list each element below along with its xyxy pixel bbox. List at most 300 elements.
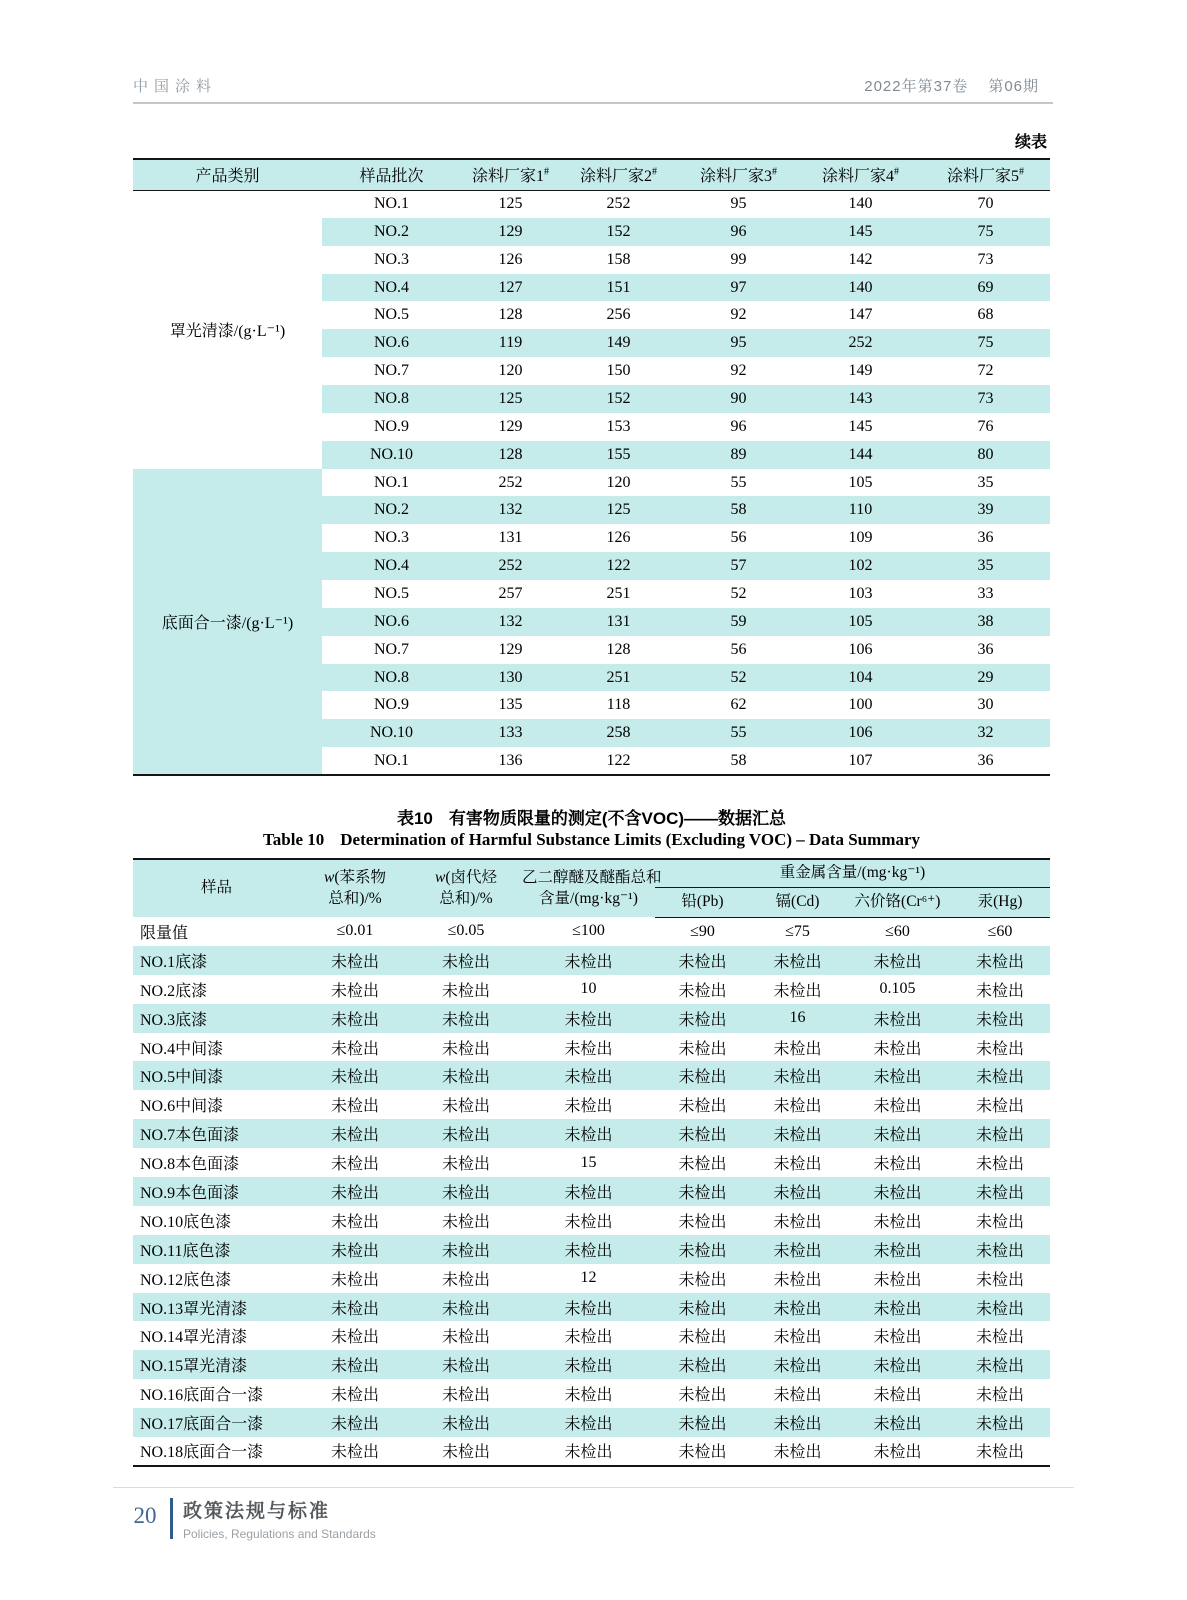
t1-value-cell: 125 <box>461 385 560 413</box>
t10-row <box>133 1061 1050 1090</box>
t1-value-cell: 52 <box>730 584 747 602</box>
t10-value-cell: 未检出 <box>655 1264 750 1293</box>
t10-row-label: NO.17底面合一漆 <box>133 1408 300 1437</box>
t10-row-label: NO.1底漆 <box>133 946 300 975</box>
t10-value-cell: 未检出 <box>300 1293 410 1322</box>
t1-batch-cell: NO.2 <box>322 218 461 246</box>
t1-value-cell: 38 <box>921 608 1050 636</box>
footer-section <box>183 1496 376 1541</box>
t10-value-cell: 未检出 <box>655 1061 750 1090</box>
t10-value-cell: 未检出 <box>300 975 410 1004</box>
t1-value-cell: 75 <box>921 218 1050 246</box>
t10-value-cell: 未检出 <box>300 1235 410 1264</box>
t10-value-cell: 未检出 <box>410 1408 522 1437</box>
t10-col-glycol-line2: 含量/(mg·kg⁻¹) <box>539 889 638 907</box>
t10-value-cell: 未检出 <box>950 1408 1050 1437</box>
t10-value-cell: 未检出 <box>410 1379 522 1408</box>
t10-value-cell: 未检出 <box>410 1321 522 1350</box>
t1-value-cell: 59 <box>677 608 800 636</box>
t10-row <box>133 1264 1050 1293</box>
t1-value-cell: 147 <box>848 306 873 324</box>
volume-label: 2022年第37卷 <box>864 78 969 95</box>
section-title-en: Policies, Regulations and Standards <box>183 1527 376 1541</box>
t10-value-cell: 未检出 <box>522 946 655 975</box>
t10-col-heavy-metals: 重金属含量/(mg·kg⁻¹) <box>655 859 1050 887</box>
t10-value-cell: 未检出 <box>845 1033 950 1062</box>
t10-value-cell: 未检出 <box>845 1408 950 1437</box>
t10-value-cell: 未检出 <box>750 1177 845 1206</box>
t1-batch-cell: NO.9 <box>373 417 410 435</box>
t1-value-cell: 92 <box>730 306 747 324</box>
t10-value-cell: 未检出 <box>950 1061 1050 1090</box>
t1-value-cell: 150 <box>606 362 631 380</box>
t10-value-cell: 未检出 <box>950 1004 1050 1033</box>
hash-superscript: # <box>652 166 657 178</box>
t1-value-cell: 129 <box>461 218 560 246</box>
t10-value-cell: 未检出 <box>410 1033 522 1062</box>
t1-value-cell: 89 <box>677 441 800 469</box>
t1-value-cell: 252 <box>498 473 523 491</box>
t1-value-cell: 136 <box>498 751 523 769</box>
t1-batch-cell: NO.1 <box>373 195 410 213</box>
t1-value-cell: 128 <box>461 441 560 469</box>
t1-row <box>133 190 1050 218</box>
t10-value-cell: 未检出 <box>655 1177 750 1206</box>
t10-value-cell: 未检出 <box>410 1264 522 1293</box>
t1-value-cell: 151 <box>560 274 677 302</box>
t10-value-cell: 未检出 <box>950 1264 1050 1293</box>
t10-value-cell: 未检出 <box>410 946 522 975</box>
t10-value-cell: 未检出 <box>522 1004 655 1033</box>
t10-value-cell: 未检出 <box>845 1148 950 1177</box>
t10-row-label: NO.5中间漆 <box>133 1061 300 1090</box>
t10-col-sample: 样品 <box>133 859 300 917</box>
t10-value-cell: 未检出 <box>950 946 1050 975</box>
t10-value-cell: 未检出 <box>750 1061 845 1090</box>
t10-value-cell: 未检出 <box>300 1350 410 1379</box>
t1-value-cell: 30 <box>977 696 994 714</box>
t10-value-cell: 未检出 <box>410 1206 522 1235</box>
t1-value-cell: 96 <box>677 218 800 246</box>
t10-row <box>133 1119 1050 1148</box>
t10-row-label: NO.9本色面漆 <box>133 1177 300 1206</box>
t1-value-cell: 69 <box>921 274 1050 302</box>
t10-row <box>133 1148 1050 1177</box>
t10-row-label: NO.14罩光清漆 <box>133 1321 300 1350</box>
t10-value-cell: 未检出 <box>750 1293 845 1322</box>
footer-accent-bar <box>170 1498 173 1539</box>
t1-body <box>133 190 1050 775</box>
t10-value-cell: 未检出 <box>655 1379 750 1408</box>
t1-value-cell: 56 <box>730 640 747 658</box>
t10-col-chromium: 六价铬(Cr⁶⁺) <box>845 887 950 917</box>
t10-value-cell: 未检出 <box>845 1379 950 1408</box>
t1-value-cell: 144 <box>800 441 921 469</box>
t1-column-header: 产品类别 <box>133 159 322 190</box>
t1-value-cell: 126 <box>498 250 523 268</box>
t10-row-label: NO.13罩光清漆 <box>133 1293 300 1322</box>
t1-value-cell: 119 <box>461 329 560 357</box>
t10-value-cell: 未检出 <box>750 1235 845 1264</box>
t10-row <box>133 946 1050 975</box>
hash-superscript: # <box>894 166 899 178</box>
t10-value-cell: 未检出 <box>950 1379 1050 1408</box>
t10-value-cell: 未检出 <box>410 1148 522 1177</box>
t1-value-cell: 120 <box>498 362 523 380</box>
t1-value-cell: 127 <box>461 274 560 302</box>
t1-value-cell: 106 <box>800 719 921 747</box>
t10-value-cell: 未检出 <box>655 1004 750 1033</box>
t1-value-cell: 251 <box>560 664 677 692</box>
t10-value-cell: 未检出 <box>655 1235 750 1264</box>
t1-value-cell: 35 <box>977 473 994 491</box>
t10-col-benzene-line1: (苯系物 <box>334 868 386 886</box>
t1-value-cell: 252 <box>461 552 560 580</box>
page-footer <box>131 1496 376 1541</box>
hash-superscript: # <box>772 166 777 178</box>
t10-value-cell: 未检出 <box>845 1350 950 1379</box>
t1-value-cell: 102 <box>800 552 921 580</box>
t1-value-cell: 75 <box>921 329 1050 357</box>
t10-row <box>133 1177 1050 1206</box>
t10-value-cell: 未检出 <box>410 1090 522 1119</box>
t10-value-cell: 未检出 <box>750 1350 845 1379</box>
t10-value-cell: 未检出 <box>410 1004 522 1033</box>
t1-header <box>133 159 1050 190</box>
t10-row <box>133 1293 1050 1322</box>
t10-value-cell: 0.105 <box>845 975 950 1004</box>
t1-value-cell: 128 <box>606 640 631 658</box>
t10-value-cell: 未检出 <box>655 1148 750 1177</box>
t10-value-cell: 未检出 <box>950 975 1050 1004</box>
t10-value-cell: 未检出 <box>522 1235 655 1264</box>
t10-value-cell: ≤90 <box>655 917 750 946</box>
t10-value-cell: 未检出 <box>522 1177 655 1206</box>
t1-batch-cell: NO.10 <box>322 441 461 469</box>
t10-value-cell: 未检出 <box>750 1148 845 1177</box>
t10-row <box>133 1379 1050 1408</box>
t1-value-cell: 80 <box>921 441 1050 469</box>
t1-value-cell: 33 <box>977 584 994 602</box>
table10-number-cn: 表10 <box>396 809 433 828</box>
t1-value-cell: 107 <box>848 751 873 769</box>
t1-value-cell: 132 <box>461 496 560 524</box>
t10-value-cell: 未检出 <box>750 1408 845 1437</box>
t10-col-halocarbon <box>410 859 522 917</box>
t1-value-cell: 122 <box>606 751 631 769</box>
t10-value-cell: 未检出 <box>300 1379 410 1408</box>
t1-value-cell: 36 <box>977 640 994 658</box>
t1-value-cell: 35 <box>921 552 1050 580</box>
t1-value-cell: 109 <box>848 529 873 547</box>
t10-value-cell: 未检出 <box>410 1119 522 1148</box>
t1-value-cell: 132 <box>461 608 560 636</box>
t10-value-cell: ≤75 <box>750 917 845 946</box>
hash-superscript: # <box>544 166 549 178</box>
t10-value-cell: 未检出 <box>950 1090 1050 1119</box>
t10-value-cell: 未检出 <box>300 1177 410 1206</box>
t10-row-label: NO.15罩光清漆 <box>133 1350 300 1379</box>
t1-value-cell: 118 <box>606 696 631 714</box>
t1-batch-cell: NO.6 <box>322 329 461 357</box>
t10-value-cell: 未检出 <box>950 1293 1050 1322</box>
t10-value-cell: 未检出 <box>655 1090 750 1119</box>
page-number: 20 <box>133 1503 157 1528</box>
issue-label: 第06期 <box>988 78 1039 95</box>
t1-value-cell: 122 <box>560 552 677 580</box>
t10-col-mercury: 汞(Hg) <box>950 887 1050 917</box>
t1-column-header: 涂料厂家2# <box>560 159 677 190</box>
t1-value-cell: 99 <box>730 250 747 268</box>
t1-value-cell: 72 <box>977 362 994 380</box>
t1-value-cell: 251 <box>606 584 631 602</box>
hash-superscript: # <box>1019 166 1024 178</box>
t10-value-cell: 未检出 <box>845 1119 950 1148</box>
t1-batch-cell: NO.4 <box>322 274 461 302</box>
t1-value-cell: 90 <box>677 385 800 413</box>
t10-value-cell: ≤60 <box>950 917 1050 946</box>
t1-value-cell: 149 <box>560 329 677 357</box>
t10-value-cell: 未检出 <box>950 1206 1050 1235</box>
issue-info <box>864 75 1053 96</box>
t1-value-cell: 105 <box>848 473 873 491</box>
t1-value-cell: 96 <box>730 417 747 435</box>
t1-column-header: 样品批次 <box>322 159 461 190</box>
t10-row-label: NO.7本色面漆 <box>133 1119 300 1148</box>
t10-value-cell: 未检出 <box>410 975 522 1004</box>
t10-row-label: NO.4中间漆 <box>133 1033 300 1062</box>
t1-batch-cell: NO.3 <box>373 529 410 547</box>
t10-value-cell: 未检出 <box>655 1321 750 1350</box>
t10-value-cell: 未检出 <box>522 1408 655 1437</box>
t10-value-cell: 未检出 <box>300 1206 410 1235</box>
t10-value-cell: 未检出 <box>410 1177 522 1206</box>
t10-value-cell: 未检出 <box>522 1206 655 1235</box>
t1-value-cell: 55 <box>730 473 747 491</box>
t10-body <box>133 917 1050 1466</box>
t1-value-cell: 125 <box>498 195 523 213</box>
t10-value-cell: 未检出 <box>300 1090 410 1119</box>
t1-batch-cell: NO.3 <box>373 250 410 268</box>
t1-value-cell: 57 <box>677 552 800 580</box>
t10-value-cell: 未检出 <box>750 1033 845 1062</box>
t10-value-cell: 未检出 <box>845 1090 950 1119</box>
t10-value-cell: 未检出 <box>845 1206 950 1235</box>
t10-value-cell: 未检出 <box>410 1061 522 1090</box>
t1-value-cell: 131 <box>498 529 523 547</box>
t10-value-cell: 未检出 <box>522 1437 655 1466</box>
t1-batch-cell: NO.2 <box>322 496 461 524</box>
t1-value-cell: 128 <box>498 306 523 324</box>
t10-value-cell: 未检出 <box>410 1437 522 1466</box>
t10-value-cell: 未检出 <box>655 1119 750 1148</box>
t10-value-cell: 未检出 <box>300 1321 410 1350</box>
t1-value-cell: 256 <box>606 306 631 324</box>
italic-w: w <box>434 868 446 886</box>
t10-value-cell: 未检出 <box>522 1379 655 1408</box>
t1-batch-cell: NO.6 <box>322 608 461 636</box>
t10-value-cell: 10 <box>522 975 655 1004</box>
t10-value-cell: 未检出 <box>300 1119 410 1148</box>
t10-col-benzene <box>300 859 410 917</box>
t10-value-cell: 未检出 <box>845 1264 950 1293</box>
t1-value-cell: 103 <box>848 584 873 602</box>
t10-value-cell: 未检出 <box>845 946 950 975</box>
t1-row <box>133 469 1050 497</box>
t1-value-cell: 152 <box>560 218 677 246</box>
t10-value-cell: 未检出 <box>950 1350 1050 1379</box>
t10-value-cell: 未检出 <box>655 1293 750 1322</box>
t10-col-halocarbon-line2: 总和)/% <box>439 889 493 907</box>
t10-row <box>133 1206 1050 1235</box>
t10-value-cell: 未检出 <box>845 1321 950 1350</box>
t10-row <box>133 1033 1050 1062</box>
t10-row-label: 限量值 <box>133 917 300 946</box>
t10-row-label: NO.6中间漆 <box>133 1090 300 1119</box>
t1-value-cell: 126 <box>606 529 631 547</box>
t10-value-cell: 未检出 <box>300 1004 410 1033</box>
t10-value-cell: 12 <box>522 1264 655 1293</box>
t10-row <box>133 1235 1050 1264</box>
t10-value-cell: ≤0.05 <box>410 917 522 946</box>
t10-value-cell: 未检出 <box>300 1408 410 1437</box>
t10-value-cell: 未检出 <box>750 1321 845 1350</box>
t1-value-cell: 73 <box>977 250 994 268</box>
t10-row-label: NO.10底色漆 <box>133 1206 300 1235</box>
t1-value-cell: 73 <box>921 385 1050 413</box>
t10-row <box>133 1408 1050 1437</box>
t10-row <box>133 917 1050 946</box>
t10-col-cadmium: 镉(Cd) <box>750 887 845 917</box>
t10-col-halocarbon-line1: (卤代烃 <box>445 868 497 886</box>
t10-value-cell: 未检出 <box>410 1293 522 1322</box>
t1-value-cell: 76 <box>977 417 994 435</box>
t10-row <box>133 975 1050 1004</box>
t1-group-label: 罩光清漆/(g·L⁻¹) <box>133 190 322 469</box>
t10-row-label: NO.11底色漆 <box>133 1235 300 1264</box>
t10-row <box>133 1090 1050 1119</box>
t1-column-header: 涂料厂家5# <box>921 159 1050 190</box>
footer-divider <box>113 1487 1074 1488</box>
harmful-substance-table <box>133 858 1050 1467</box>
t10-row <box>133 1004 1050 1033</box>
t1-value-cell: 130 <box>461 664 560 692</box>
table10-number-en: Table 10 <box>263 830 325 849</box>
t1-value-cell: 125 <box>560 496 677 524</box>
continued-table-label: 续表 <box>1014 134 1047 151</box>
t10-row <box>133 1321 1050 1350</box>
t10-value-cell: 未检出 <box>950 1321 1050 1350</box>
t10-value-cell: 未检出 <box>410 1350 522 1379</box>
t10-row-label: NO.12底色漆 <box>133 1264 300 1293</box>
t1-value-cell: 100 <box>848 696 873 714</box>
t10-row-label: NO.3底漆 <box>133 1004 300 1033</box>
table10-title-en <box>133 830 1050 850</box>
t10-value-cell: ≤60 <box>845 917 950 946</box>
t10-value-cell: 未检出 <box>950 1033 1050 1062</box>
t10-value-cell: 未检出 <box>750 1437 845 1466</box>
t10-col-lead: 铅(Pb) <box>655 887 750 917</box>
t1-value-cell: 145 <box>848 417 873 435</box>
t1-batch-cell: NO.9 <box>373 696 410 714</box>
t1-value-cell: 58 <box>730 751 747 769</box>
t10-value-cell: 未检出 <box>950 1177 1050 1206</box>
t10-col-glycol-ether <box>522 859 662 917</box>
t10-value-cell: ≤100 <box>522 917 655 946</box>
t10-col-benzene-line2: 总和)/% <box>328 889 382 907</box>
t1-value-cell: 155 <box>560 441 677 469</box>
t1-value-cell: 52 <box>677 664 800 692</box>
t1-value-cell: 110 <box>800 496 921 524</box>
t1-value-cell: 142 <box>848 250 873 268</box>
t1-value-cell: 133 <box>461 719 560 747</box>
t10-value-cell: 未检出 <box>300 1061 410 1090</box>
t1-value-cell: 129 <box>498 640 523 658</box>
t10-row-label: NO.8本色面漆 <box>133 1148 300 1177</box>
t10-value-cell: 未检出 <box>655 1033 750 1062</box>
t1-value-cell: 120 <box>606 473 631 491</box>
t10-value-cell: 未检出 <box>655 1437 750 1466</box>
t10-value-cell: 未检出 <box>522 1293 655 1322</box>
table10-title-cn <box>133 804 1050 829</box>
t1-value-cell: 145 <box>800 218 921 246</box>
t1-batch-cell: NO.1 <box>373 473 410 491</box>
t1-value-cell: 158 <box>606 250 631 268</box>
t1-column-header: 涂料厂家3# <box>677 159 800 190</box>
t1-value-cell: 140 <box>848 195 873 213</box>
t10-value-cell: 未检出 <box>750 1090 845 1119</box>
t10-value-cell: 未检出 <box>845 1437 950 1466</box>
t10-value-cell: 未检出 <box>950 1437 1050 1466</box>
t10-value-cell: 未检出 <box>750 1119 845 1148</box>
t1-batch-cell: NO.7 <box>373 640 410 658</box>
t1-value-cell: 62 <box>730 696 747 714</box>
t1-value-cell: 105 <box>800 608 921 636</box>
t10-col-glycol-line1: 乙二醇醚及醚酯总和 <box>522 868 662 886</box>
t10-value-cell: 未检出 <box>300 946 410 975</box>
t10-value-cell: 未检出 <box>950 1119 1050 1148</box>
t1-batch-cell: NO.8 <box>322 664 461 692</box>
t10-value-cell: 未检出 <box>750 975 845 1004</box>
t1-batch-cell: NO.5 <box>373 584 410 602</box>
t10-value-cell: 16 <box>750 1004 845 1033</box>
t10-value-cell: ≤0.01 <box>300 917 410 946</box>
section-title-cn: 政策法规与标准 <box>183 1501 331 1522</box>
t10-value-cell: 未检出 <box>300 1033 410 1062</box>
t1-value-cell: 135 <box>498 696 523 714</box>
t1-value-cell: 149 <box>848 362 873 380</box>
t1-value-cell: 56 <box>730 529 747 547</box>
t10-value-cell: 未检出 <box>750 1264 845 1293</box>
t1-value-cell: 258 <box>560 719 677 747</box>
t10-value-cell: 未检出 <box>845 1235 950 1264</box>
t1-value-cell: 252 <box>800 329 921 357</box>
t1-value-cell: 29 <box>921 664 1050 692</box>
t1-batch-cell: NO.4 <box>322 552 461 580</box>
t10-value-cell: 未检出 <box>845 1004 950 1033</box>
t10-value-cell: 未检出 <box>750 946 845 975</box>
t10-value-cell: 未检出 <box>655 1206 750 1235</box>
t10-value-cell: 未检出 <box>300 1437 410 1466</box>
t10-value-cell: 未检出 <box>522 1090 655 1119</box>
t1-value-cell: 36 <box>977 529 994 547</box>
t1-value-cell: 129 <box>498 417 523 435</box>
t10-value-cell: 未检出 <box>750 1206 845 1235</box>
t10-value-cell: 未检出 <box>300 1264 410 1293</box>
t1-value-cell: 32 <box>921 719 1050 747</box>
table10-caption-en: Determination of Harmful Substance Limits (Excluding VOC) – Data Summary <box>340 830 920 849</box>
t10-row <box>133 1350 1050 1379</box>
